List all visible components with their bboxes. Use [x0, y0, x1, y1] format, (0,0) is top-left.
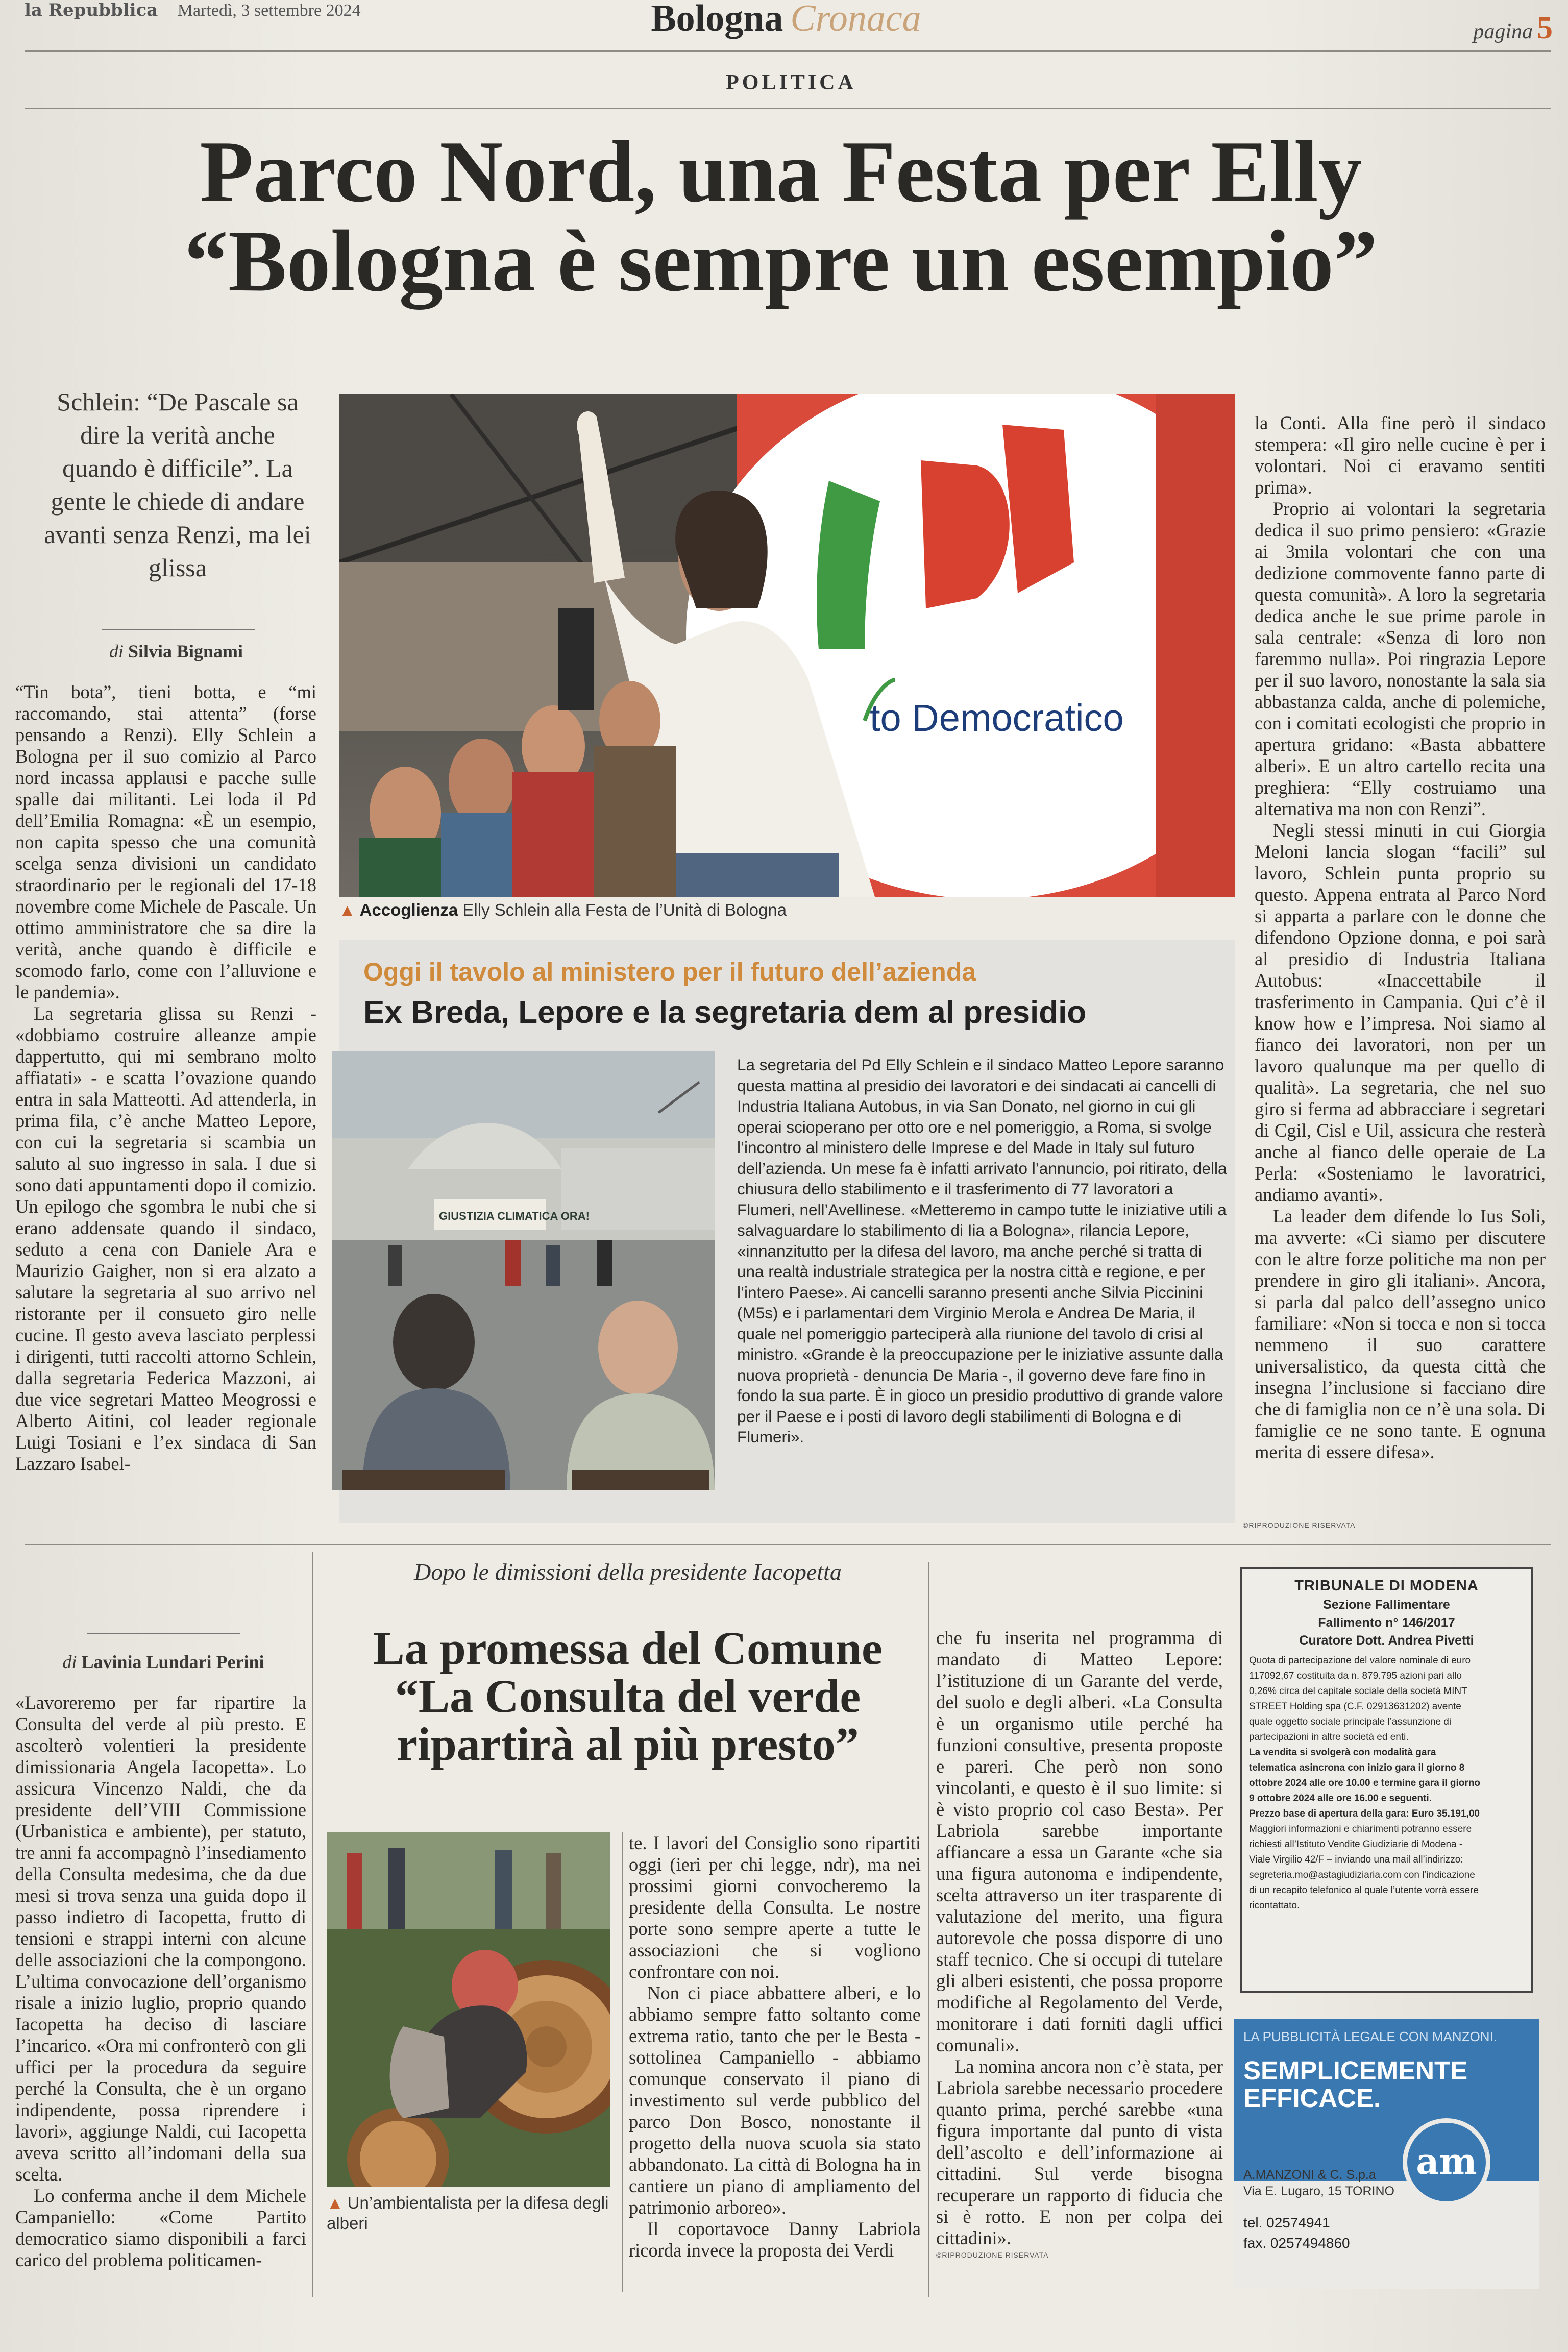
schlein-photo-illustration: [339, 394, 1235, 897]
second-col3-paragraph: La nomina ancora non c’è stata, per Labriola sarebbe necessario procedere quanto prima, perché sarebbe «una figura importante dal punto di vista dell’ascolto e dell’informazione ai cittadini. Sul verde bisogna recuperare un rapporto di fiducia che si è rotto. E non per colpa dei cittadini».: [936, 2056, 1223, 2248]
second-column-2: [629, 1832, 921, 2261]
advert-street: Via E. Lugaro, 15 TORINO: [1243, 2184, 1394, 2198]
second-column-3: [936, 1627, 1223, 2249]
section-divider: [24, 1544, 1551, 1545]
photo1-caption: [339, 900, 787, 920]
manzoni-advert: [1234, 2019, 1539, 2289]
second-col1-paragraph: «Lavoreremo per far ripartire la Consulta del verde al più presto. E ascolterò volentieri la presidente dimissionaria Angela Iacopetta». Lo assicura Vincenzo Naldi, che da presidente dell’VIII Commissione (Urbanistica e ambiente), per statuto, tre anni fa accompagnò l’insediamento della Consulta medesima, che da due mesi si trova senza una guida dopo il passo indietro di Iacopetta, frutto di tensioni e strappi interni con alcune delle associazioni che la compongono. L’ultima convocazione dell’organismo risale a inizio luglio, proprio quando Iacopetta ha deciso di lasciare l’incarico. «Ora mi confronterò con gli uffici per la procedura da seguire perché la Consulta, che è un organo indipendente, possa riprendere i lavori», aggiunge Naldi, cui Iacopetta aveva scritto all’indomani della sua scelta.: [15, 1692, 306, 2185]
second-headline-line3: ripartirà al più presto”: [397, 1718, 859, 1770]
header-date: Martedì, 3 settembre 2024: [177, 1, 361, 20]
advert-tagline: LA PUBBLICITÀ LEGALE CON MANZONI.: [1243, 2029, 1498, 2044]
legal-line: segreteria.mo@astagiudiziaria.com con l’indicazione: [1249, 1870, 1475, 1880]
legal-line: 9 ottobre 2024 alle ore 16.00 e seguenti.: [1249, 1793, 1432, 1804]
second-byline: [31, 1651, 296, 1673]
byline-divider: [102, 629, 255, 630]
box-title: Ex Breda, Lepore e la segretaria dem al presidio: [363, 995, 1087, 1030]
byline2-prefix: di: [62, 1652, 77, 1672]
advert-company: A.MANZONI & C. S.p.a: [1243, 2168, 1376, 2182]
photo1-caption-label: Accoglienza: [359, 900, 458, 919]
second-col2-paragraph: Il coportavoce Danny Labriola ricorda invece la proposta dei Verdi: [629, 2218, 921, 2261]
page-number: [1473, 10, 1553, 46]
caption-triangle-icon: ▲: [327, 2193, 344, 2212]
byline-prefix: di: [109, 641, 124, 662]
photo1-caption-text: Elly Schlein alla Festa de l’Unità di Bologna: [462, 900, 787, 919]
advert-logo-text: am: [1416, 2140, 1477, 2183]
legal-line: La vendita si svolgerà con modalità gara: [1249, 1747, 1436, 1758]
legal-line: richiesti all’Istituto Vendite Giudiziarie di Modena -: [1249, 1839, 1463, 1850]
second-col1-paragraph: Lo conferma anche il dem Michele Campaniello: «Come Partito democratico siamo disponibili a farci carico del problema politicamen-: [15, 2185, 306, 2270]
ex-breda-presidio-photo: [332, 1051, 715, 1490]
main-col3-paragraph: Proprio ai volontari la segretaria dedica il suo primo pensiero: «Grazie ai 3mila volontari che con una dedizione commovente fanno parte di questa comunità». A loro la segretaria dedica anche le sue prime parole in sala centrale: «Senza di loro non faremmo nulla». Poi ringrazia Lepore per il suo lavoro, nonostante la sala sia abbastanza calda, anche di polemiche, con i comitati ecologisti che proprio in apertura gridano: «Basta abbattere alberi». E un altro cartello recita una preghiera: “Elly costruiamo una alternativa ma non con Renzi”.: [1255, 498, 1546, 819]
header-section: Cronaca: [790, 0, 921, 39]
legal-line: Prezzo base di apertura della gara: Euro 35.191,00: [1249, 1808, 1480, 1819]
manzoni-logo-icon: [1403, 2118, 1490, 2206]
main-column-1: [15, 681, 316, 1475]
legal-line: Quota di partecipazione del valore nominale di euro: [1249, 1655, 1471, 1666]
legal-line: Maggiori informazioni e chiarimenti potranno essere: [1249, 1824, 1472, 1834]
main-byline: [46, 641, 306, 662]
legal-notice-box: [1240, 1567, 1533, 1993]
tree-photo-illustration: [327, 1832, 610, 2187]
box-kicker: Oggi il tavolo al ministero per il futuro dell’azienda: [363, 958, 976, 986]
legal-line: telematica asincrona con inizio gara il giorno 8: [1249, 1762, 1465, 1773]
caption-triangle-icon: ▲: [339, 900, 356, 919]
rubric-label: POLITICA: [726, 71, 856, 94]
main-col1-paragraph: “Tin bota”, tieni botta, e “mi raccomando, stai attenta” (forse pensando a Renzi). Elly Schlein a Bologna per il suo comizio al Parco nord incassa applausi e pacche sulle spalle dai militanti. Lei loda il Pd dell’Emilia Romagna: «È un esempio, non capita spesso che una comunità scelga senza divisioni un candidato straordinario per le regionali del 17-18 novembre come Michele de Pascale. Un ottimo amministratore che sa dire la verità, anche quando è difficile e scomodo farlo, come con l’alluvione e le pandemia».: [15, 681, 316, 1002]
header-masthead: [24, 0, 361, 20]
legal-body: [1242, 1648, 1531, 1914]
header-city: Bologna: [651, 0, 783, 39]
legal-line: quale oggetto sociale principale l’assunzione di: [1249, 1717, 1452, 1727]
second-col2-paragraph: te. I lavori del Consiglio sono ripartiti oggi (ieri per chi legge, ndr), ma nei prossimi giorni convocheremo la presidente della Consulta. Le nostre porte sono sempre aperte a tutte le associazioni che si vogliono confrontare con noi.: [629, 1832, 921, 1982]
legal-line: 117092,67 costituita da n. 879.795 azioni pari allo: [1249, 1671, 1462, 1681]
advert-contacts: [1243, 2213, 1350, 2253]
main-headline-line2: “Bologna è sempre un esempio”: [184, 213, 1378, 310]
advert-tel: tel. 02574941: [1243, 2215, 1330, 2231]
main-col1-paragraph: La segretaria glissa su Renzi - «dobbiamo costruire alleanze ampie dappertutto, qui mi sembrano molto affiatati» - e scatta l’ovazione quando entra in sala Matteotti. Ad attenderla, in prima fila, c’è anche Matteo Lepore, con cui la segretaria si scambia un saluto al suo ingresso in sala. I due si sono dati appuntamenti dopo il comizio. Un epilogo che sgombra le nubi che si erano addensate quando il sindaco, seduto a cena con Daniele Ara e Maurizio Gaigher, non si era alzato a salutare la segretaria al suo arrivo nel ristorante per il consueto giro nelle cucine. Il gesto aveva lasciato perplessi i dirigenti, tutti raccolti attorno Schlein, dalla segretaria Federica Mazzoni, ai due vice segretari Matteo Meogrossi e Alberto Aitini, col leader regionale Luigi Tosiani e l’ex sindaca di San Lazzaro Isabel-: [15, 1003, 316, 1474]
page-number-value: 5: [1537, 11, 1553, 45]
byline2-name: Lavinia Lundari Perini: [81, 1652, 264, 1672]
main-col3-paragraph: La leader dem difende lo Ius Soli, ma avverte: «Ci siamo per discutere con le altre forze politiche ma non per prendere in giro gli italiani». Ancora, si parla dal palco dell’assegno unico familiare: «Non si tocca e non si tocca nemmeno il suo carattere universalistico, da questa città che insegna l’inclusione si facciano dire che di famiglia non ce n’è una sola. Di famiglie ce ne sono tante. E ognuna merita di essere difesa».: [1255, 1206, 1546, 1462]
second-kicker: Dopo le dimissioni della presidente Iacopetta: [414, 1559, 842, 1585]
byline-name: Silvia Bignami: [128, 641, 243, 662]
legal-line: di un recapito telefonico al quale l’utente vorrà essere: [1249, 1885, 1479, 1896]
legal-curator: Curatore Dott. Andrea Pivetti: [1299, 1633, 1474, 1648]
main-column-3: [1255, 412, 1546, 1463]
advert-address: [1243, 2167, 1394, 2199]
advert-band: [1234, 2019, 1539, 2181]
legal-court: TRIBUNALE DI MODENA: [1294, 1578, 1479, 1594]
byline2-divider: [87, 1633, 240, 1634]
second-col2-paragraph: Non ci piace abbattere alberi, e lo abbiamo sempre fatto soltanto come extrema ratio, tanto che per le Besta - sottolinea Campaniello - abbiamo comunque conservato il piano di investimento sul verde pubblico del parco Don Bosco, nonostante il progetto della nuova scuola sia stato abbandonato. La città di Bologna ha in cantiere un piano di ampliamento del patrimonio arboreo».: [629, 1982, 921, 2218]
main-headline: [61, 124, 1501, 310]
header-section-title: [572, 0, 1000, 40]
column-divider: [312, 1552, 313, 2297]
legal-line: 0,26% circa del capitale sociale della società MINT: [1249, 1686, 1467, 1697]
second-headline-line2: “La Consulta del verde: [395, 1670, 861, 1722]
tree-defender-photo: [327, 1832, 610, 2187]
advert-slogan: [1243, 2057, 1467, 2112]
second-column-1: [15, 1692, 306, 2271]
second-copyright: ©RIPRODUZIONE RISERVATA: [936, 2251, 1049, 2259]
photo3-caption-text: Un’ambientalista per la difesa degli alberi: [327, 2193, 609, 2233]
main-headline-line1: Parco Nord, una Festa per Elly: [200, 124, 1362, 220]
main-col3-paragraph: Negli stessi minuti in cui Giorgia Meloni lancia slogan “facili” sul lavoro, Schlein punta proprio su questo. Appena entrata al Parco Nord si apparta a parlare con le donne che difendono Opzione donna, e poi sarà al presidio di Industria Italiana Autobus: «Inaccettabile il trasferimento in Campania. Qui c’è il know how e l’impresa. Noi siamo al fianco dei lavoratori, non per un lavoro qualunque ma per quello di qualità». La segretaria, che nel suo giro si ferma ad abbracciare i segretari di Cgil, Cisl e Uil, assicura che resterà anche al fianco delle operaie de La Perla: «Sosteniamo le lavoratrici, andiamo avanti».: [1255, 820, 1546, 1205]
main-copyright: ©RIPRODUZIONE RISERVATA: [1243, 1521, 1356, 1529]
main-col3-paragraph: la Conti. Alla fine però il sindaco stempera: «Il giro nelle cucine è per i volontari. Noi ci eravamo sentiti prima».: [1255, 412, 1546, 498]
legal-line: ottobre 2024 alle ore 10.00 e termine gara il giorno: [1249, 1778, 1481, 1788]
advert-fax: fax. 0257494860: [1243, 2235, 1350, 2251]
header-divider: [24, 50, 1551, 52]
second-headline: [316, 1622, 939, 1770]
legal-line: partecipazioni in altre società ed enti.: [1249, 1732, 1409, 1743]
second-headline-line1: La promessa del Comune: [373, 1622, 883, 1674]
newspaper-logo: la Repubblica: [24, 0, 158, 20]
column-divider: [622, 1832, 623, 2292]
advert-slogan-line2: EFFICACE.: [1243, 2084, 1381, 2113]
legal-line: ricontattato.: [1249, 1900, 1300, 1911]
box-body: La segretaria del Pd Elly Schlein e il sindaco Matteo Lepore saranno questa mattina al presidio dei lavoratori e dei sindacati ai cancelli di Industria Italiana Autobus, in via San Donato, nel giorno in cui gli operai scioperano per otto ore e nel pomeriggio, a Roma, si svolge l’incontro al ministero delle Imprese e del Made in Italy sul futuro dell’azienda. Un mese fa è infatti arrivato l’annuncio, poi ritirato, della chiusura dello stabilimento e il trasferimento di 77 lavoratori a Flumeri, nell’Avellinese. «Metteremo in campo tutte le iniziative utili a salvaguardare lo stabilimento di Iia a Bologna», rilancia Lepore, «innanzitutto per la difesa del lavoro, ma anche perché si tratta di una realtà industriale strategica per la nostra città e regione, e per l’intero Paese». Ai cancelli saranno presenti anche Silvia Piccinini (M5s) e i parlamentari dem Virginio Merola e Andrea De Maria, il quale nel pomeriggio parteciperà alla riunione del tavolo di crisi al ministro. «Grande è la preoccupazione per le iniziative assunte dalla nuova proprietà - denuncia De Maria -, il governo deve fare fino in fondo la sua parte. È in gioco un presidio produttivo di grande valore per il Paese e i posti di lavoro degli stabilimenti di Bologna e di Flumeri».: [737, 1056, 1227, 1446]
main-standfirst: Schlein: “De Pascale sa dire la verità anche quando è difficile”. La gente le chiede di andare avanti senza Renzi, ma lei glissa: [44, 387, 311, 582]
legal-line: STREET Holding spa (C.F. 02913631202) avente: [1249, 1701, 1461, 1712]
presidio-photo-illustration: [332, 1051, 715, 1490]
legal-case: Fallimento n° 146/2017: [1318, 1615, 1455, 1630]
page-label: pagina: [1473, 20, 1533, 43]
photo-banner-text: GIUSTIZIA CLIMATICA ORA!: [439, 1210, 590, 1222]
second-col3-paragraph: che fu inserita nel programma di mandato di Matteo Lepore: l’istituzione di un Garante del verde, del suolo e degli alberi. «La Consulta è un organismo utile perché ha funzioni consultive, presenta proposte e pareri. Che però non sono vincolanti, e questo è il suo limite: si è visto proprio col caso Besta». Per Labriola sarebbe importante affiancare a essa un Garante «che sia una figura autonoma e indipendente, scelta attraverso un iter trasparente di valutazione del merito, una figura autorevole che possa disporre di uno staff tecnico. Che si occupi di tutelare gli alberi esistenti, che possa proporre modifiche al Regolamento del Verde, monitorare i dati forniti dagli uffici comunali».: [936, 1627, 1223, 2055]
schlein-festa-photo: [339, 394, 1235, 897]
rubric-divider: [24, 108, 1551, 109]
photo3-caption: [327, 2193, 612, 2234]
legal-section: Sezione Fallimentare: [1323, 1598, 1450, 1612]
photo-sign-text: to Democratico: [870, 697, 1124, 739]
advert-slogan-line1: SEMPLICEMENTE: [1243, 2056, 1468, 2085]
legal-line: Viale Virgilio 42/F – inviando una mail all’indirizzo:: [1249, 1854, 1463, 1865]
manzoni-logo-mark: [1407, 2123, 1486, 2201]
